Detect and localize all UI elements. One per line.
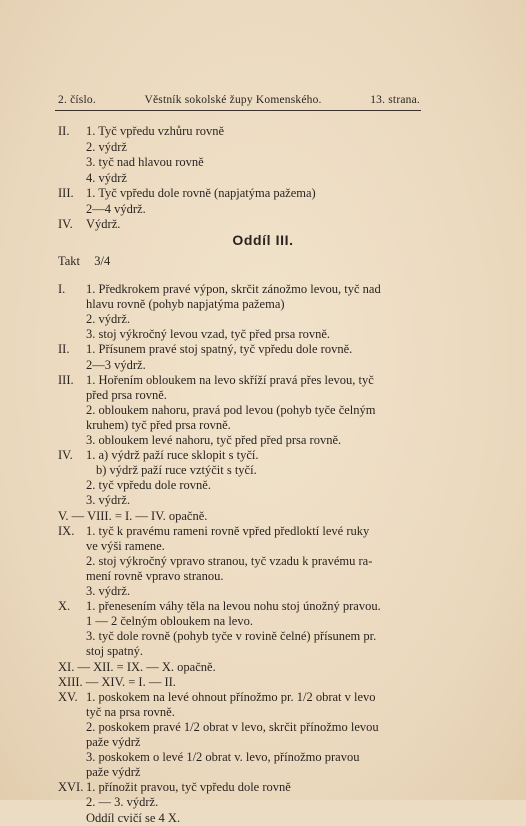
exercise-number: XV. [58, 689, 78, 704]
exercise-line: paže výdrž [86, 735, 141, 749]
exercise-line: 1. poskokem na levé ohnout přínožmo pr. 1/2 obrat v levo [86, 689, 376, 704]
exercise-line: 2. poskokem pravé 1/2 obrat v levo, skrčit přínožmo levou [86, 719, 379, 734]
exercise-line: před prsa rovně. [86, 387, 167, 402]
exercise-line: kruhem) tyč před prsa rovně. [86, 417, 231, 432]
exercise-number: IV. [58, 448, 73, 463]
exercise-line: 1. Přísunem pravé stoj spatný, tyč vpředu dole rovně. [86, 342, 353, 357]
section-heading: Oddíl III. [232, 232, 294, 248]
exercise-number: IX. [58, 523, 75, 538]
exercise-line: hlavu rovně (pohyb napjatýma pažema) [86, 297, 285, 312]
exercise-line: 1. a) výdrž paží ruce sklopit s tyčí. [86, 448, 259, 463]
issue-number: 2. číslo. [58, 94, 96, 106]
exercise-line: 2. výdrž [86, 139, 127, 154]
exercise-line: 1 — 2 čelným obloukem na levo. [86, 614, 253, 629]
exercise-line: 3. tyč nad hlavou rovně [86, 155, 204, 169]
exercise-number: I. [58, 282, 66, 296]
exercise-line: 1. Hořením obloukem na levo skříží pravá přes levou, tyč [86, 372, 374, 387]
exercise-number: X. [58, 599, 71, 614]
exercise-line: 1. tyč k pravému rameni rovně vpřed předloktí levé ruky [86, 523, 370, 538]
exercise-number: XVI. [58, 780, 84, 795]
exercise-line: 3. stoj výkročný levou vzad, tyč před prsa rovně. [86, 327, 331, 342]
exercise-line: b) výdrž paží ruce vztýčit s tyčí. [96, 463, 257, 478]
exercise-line: 2. obloukem nahoru, pravá pod levou (pohyb tyče čelným [86, 402, 376, 417]
takt-value: 3/4 [94, 254, 111, 268]
exercise-line: mení rovně vpravo stranou. [86, 568, 224, 583]
header-rule [55, 110, 421, 111]
takt-line [58, 254, 110, 269]
exercise-line: 3. obloukem levé nahoru, tyč před před prsa rovně. [86, 433, 342, 447]
exercise-line: 1. přenesením váhy těla na levou nohu stoj únožný pravou. [86, 599, 381, 614]
exercise-line: 3. tyč dole rovně (pohyb tyče v rovině čelné) přísunem pr. [86, 629, 377, 644]
exercise-number: V. — VIII. = I. — IV. opačně. [58, 508, 208, 523]
exercise-line: Oddíl cvičí se 4 X. [86, 810, 181, 825]
exercise-line: tyč na prsa rovně. [86, 704, 175, 719]
exercise-line: 4. výdrž [86, 170, 127, 185]
exercise-line: 1. Předkrokem pravé výpon, skrčit zánožmo levou, tyč nad [86, 282, 381, 296]
page-number: 13. strana. [370, 94, 420, 106]
exercise-number: IV. [58, 217, 73, 231]
exercise-number: II. [58, 124, 70, 138]
exercise-line: Výdrž. [86, 217, 121, 231]
exercise-line: paže výdrž [86, 765, 141, 780]
exercise-number: III. [58, 186, 74, 200]
exercise-line: 2. výdrž. [86, 312, 131, 327]
exercise-number: XIII. — XIV. = I. — II. [58, 674, 176, 689]
exercise-line: 2—3 výdrž. [86, 357, 146, 372]
exercise-number: XI. — XII. = IX. — X. opačně. [58, 659, 216, 674]
exercise-line: 3. poskokem o levé 1/2 obrat v. levo, přínožmo pravou [86, 750, 360, 765]
page-header [58, 94, 420, 106]
exercise-line: ve výši ramene. [86, 538, 165, 553]
exercise-line: 2. tyč vpředu dole rovně. [86, 478, 211, 493]
exercise-line: stoj spatný. [86, 644, 143, 659]
exercise-line: 3. výdrž. [86, 493, 131, 508]
takt-label: Takt [58, 254, 81, 268]
exercise-number: II. [58, 342, 70, 357]
exercise-line: 1. Tyč vpředu dole rovně (napjatýma pažema) [86, 186, 316, 200]
exercise-line: 3. výdrž. [86, 584, 131, 598]
exercise-line: 2. stoj výkročný vpravo stranou, tyč vzadu k pravému ra- [86, 553, 373, 568]
exercise-number: III. [58, 372, 74, 387]
exercise-line: 1. Tyč vpředu vzhůru rovně [86, 124, 225, 138]
journal-title: Věstník sokolské župy Komenského. [144, 94, 322, 106]
exercise-line: 2—4 výdrž. [86, 201, 146, 216]
exercise-line: 2. — 3. výdrž. [86, 795, 159, 810]
exercise-line: 1. přínožit pravou, tyč vpředu dole rovně [86, 780, 291, 795]
